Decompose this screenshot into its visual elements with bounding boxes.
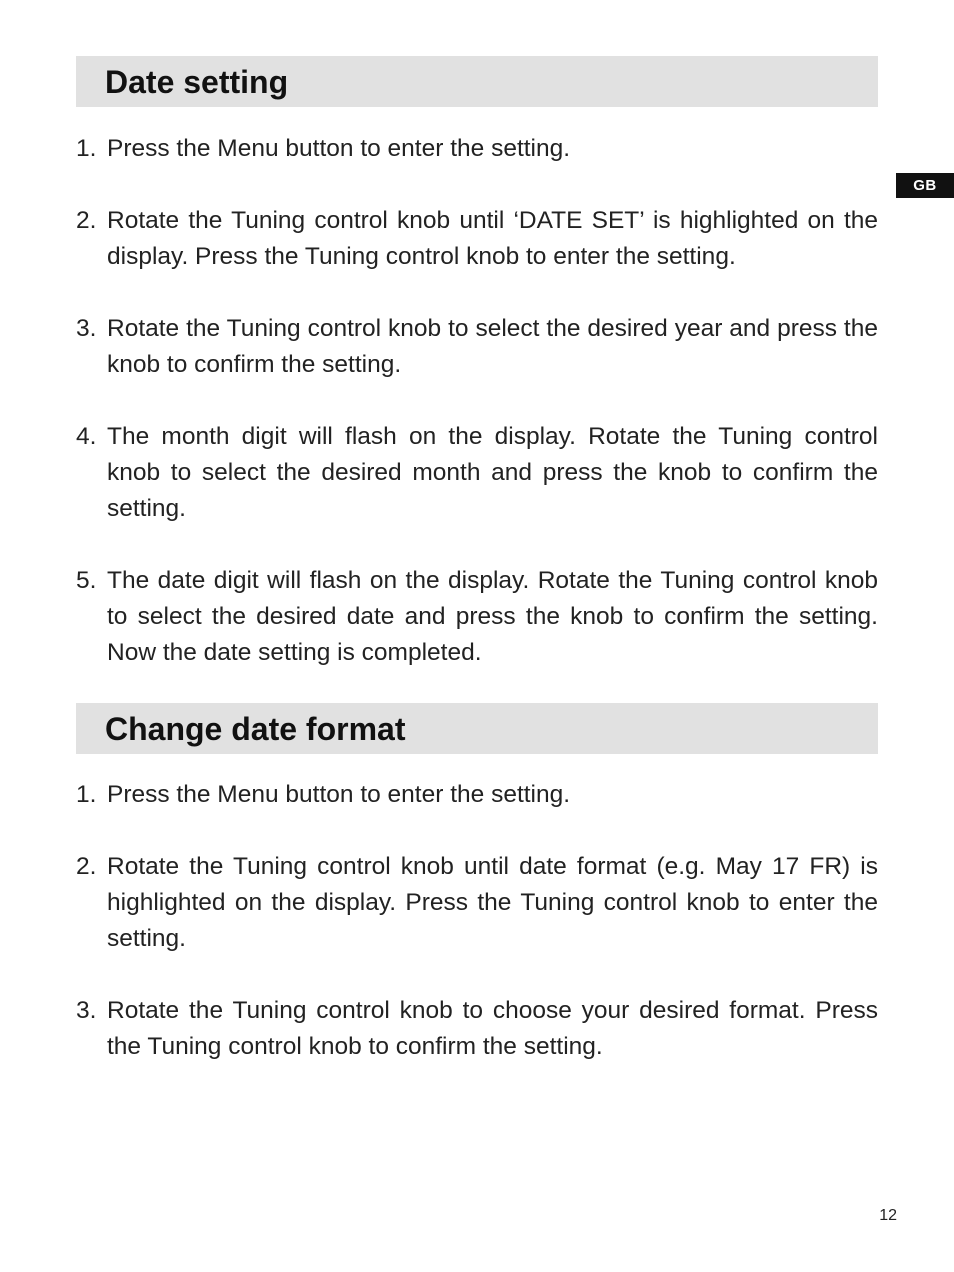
date-setting-step-5 [76, 563, 878, 671]
date-setting-steps [76, 131, 878, 671]
step-text: Rotate the Tuning control knob until date format (e.g. May 17 FR) is highlighted on the display. Press the Tuning control knob to enter the setting. [107, 853, 878, 952]
change-date-format-step-1 [76, 777, 878, 813]
step-text: Rotate the Tuning control knob until ‘DATE SET’ is highlighted on the display. Press the Tuning control knob to enter the setting. [107, 207, 878, 270]
change-date-format-steps [76, 777, 878, 1065]
step-text: Press the Menu button to enter the setting. [107, 135, 571, 162]
change-date-format-step-2 [76, 849, 878, 957]
date-setting-step-4 [76, 419, 878, 527]
step-text: Rotate the Tuning control knob to select the desired year and press the knob to confirm the setting. [107, 315, 878, 378]
date-setting-step-1 [76, 131, 878, 167]
change-date-format-step-3 [76, 993, 878, 1065]
step-text: Rotate the Tuning control knob to choose your desired format. Press the Tuning control knob to confirm the setting. [107, 997, 878, 1060]
change-date-format-title: Change date format [105, 710, 406, 747]
step-number: 3. [76, 315, 97, 342]
step-number: 1. [76, 135, 97, 162]
step-number: 5. [76, 567, 97, 594]
step-number: 2. [76, 207, 97, 234]
date-setting-title: Date setting [105, 63, 289, 100]
date-setting-step-2 [76, 203, 878, 275]
step-text: The month digit will flash on the display. Rotate the Tuning control knob to select the desired month and press the knob to confirm the setting. [107, 423, 878, 522]
step-number: 4. [76, 423, 97, 450]
date-setting-header [76, 56, 878, 107]
step-text: Press the Menu button to enter the setting. [107, 781, 571, 808]
page-number: 12 [879, 1207, 897, 1224]
step-text: The date digit will flash on the display. Rotate the Tuning control knob to select the desired date and press the knob to confirm the setting. Now the date setting is completed. [107, 567, 878, 666]
language-tab: GB [896, 173, 954, 198]
change-date-format-header [76, 703, 878, 754]
date-setting-step-3 [76, 311, 878, 383]
step-number: 2. [76, 853, 97, 880]
step-number: 1. [76, 781, 97, 808]
step-number: 3. [76, 997, 97, 1024]
